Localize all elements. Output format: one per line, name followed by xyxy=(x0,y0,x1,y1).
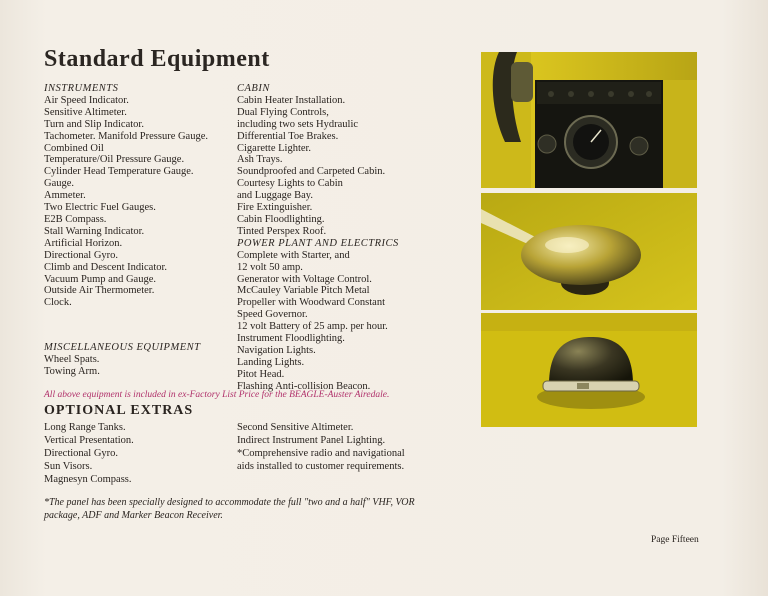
list-item: Cylinder Head Temperature Gauge. xyxy=(44,166,194,178)
list-item: including two sets Hydraulic xyxy=(237,118,359,130)
lighter-photo xyxy=(481,193,697,310)
dome-light-photo xyxy=(481,313,697,427)
list-item: Ammeter. xyxy=(44,190,86,202)
list-item: Gauge. xyxy=(44,178,75,190)
list-item: and Luggage Bay. xyxy=(237,190,314,202)
list-item: aids installed to customer requirements. xyxy=(237,461,405,472)
list-item: 12 volt Battery of 25 amp. per hour. xyxy=(237,321,388,333)
list-item: Clock. xyxy=(44,297,72,309)
optional-extras-left xyxy=(44,421,134,486)
footnote: *The panel has been specially designed to accommodate the full "two and a half" VHF, VOR package, ADF and Marker Beacon Receiver. xyxy=(44,497,415,521)
list-item: Temperature/Oil Pressure Gauge. xyxy=(44,154,185,166)
list-item: Turn and Slip Indicator. xyxy=(44,118,144,130)
list-item: Cigarette Lighter. xyxy=(237,142,312,154)
list-item: Vacuum Pump and Gauge. xyxy=(44,273,156,285)
list-item: Dual Flying Controls, xyxy=(237,106,329,118)
list-item: Soundproofed and Carpeted Cabin. xyxy=(237,166,386,178)
list-item: Long Range Tanks. xyxy=(44,422,126,433)
list-item: Cabin Heater Installation. xyxy=(237,94,346,106)
instruments-heading: INSTRUMENTS xyxy=(44,83,119,94)
list-item: Landing Lights. xyxy=(237,356,305,368)
list-item: Towing Arm. xyxy=(44,366,100,377)
list-item: *Comprehensive radio and navigational xyxy=(237,448,405,459)
page-number: Page Fifteen xyxy=(651,535,699,545)
instrument-panel-photo xyxy=(481,52,697,188)
list-item: Courtesy Lights to Cabin xyxy=(237,178,343,190)
list-item: Vertical Presentation. xyxy=(44,435,134,446)
list-item: 12 volt 50 amp. xyxy=(237,261,303,273)
list-item: Sun Visors. xyxy=(44,461,93,472)
list-item: Artificial Horizon. xyxy=(44,237,123,249)
list-item: E2B Compass. xyxy=(44,213,107,225)
list-item: Air Speed Indicator. xyxy=(44,94,129,106)
optional-extras-right xyxy=(237,421,405,473)
list-item: Pitot Head. xyxy=(237,368,285,380)
list-item: Climb and Descent Indicator. xyxy=(44,261,168,273)
list-item: Combined Oil xyxy=(44,142,104,154)
list-item: Navigation Lights. xyxy=(237,344,316,356)
lighter-illustration xyxy=(481,193,697,310)
list-item: Magnesyn Compass. xyxy=(44,474,132,485)
page-title: Standard Equipment xyxy=(44,46,270,72)
list-item: Sensitive Altimeter. xyxy=(44,106,127,118)
instruments-section xyxy=(44,83,208,309)
list-item: Second Sensitive Altimeter. xyxy=(237,422,354,433)
list-item: Speed Governor. xyxy=(237,309,308,321)
dome-light-illustration xyxy=(481,313,697,427)
list-item: Two Electric Fuel Gauges. xyxy=(44,202,156,214)
list-item: Indirect Instrument Panel Lighting. xyxy=(237,435,386,446)
cabin-heading: CABIN xyxy=(237,83,270,94)
list-item: Flashing Anti-collision Beacon. xyxy=(237,380,371,392)
power-plant-heading: POWER PLANT AND ELECTRICS xyxy=(237,237,399,249)
list-item: Directional Gyro. xyxy=(44,249,119,261)
list-item: Directional Gyro. xyxy=(44,448,119,459)
list-item: Stall Warning Indicator. xyxy=(44,225,145,237)
miscellaneous-heading: MISCELLANEOUS EQUIPMENT xyxy=(44,342,201,353)
list-item: Outside Air Thermometer. xyxy=(44,285,155,297)
price-note: All above equipment is included in ex-Factory List Price for the BEAGLE-Auster Airedale. xyxy=(44,390,390,400)
list-item: Differential Toe Brakes. xyxy=(237,130,339,142)
list-item: Fire Extinguisher. xyxy=(237,202,313,214)
list-item: Propeller with Woodward Constant xyxy=(237,297,385,309)
list-item: Instrument Floodlighting. xyxy=(237,333,345,345)
cabin-and-power-section xyxy=(237,83,399,393)
list-item: Ash Trays. xyxy=(237,154,283,166)
miscellaneous-section xyxy=(44,342,200,378)
list-item: McCauley Variable Pitch Metal xyxy=(237,285,370,297)
list-item: Generator with Voltage Control. xyxy=(237,273,372,285)
instrument-panel-illustration xyxy=(481,52,697,188)
optional-extras-heading: OPTIONAL EXTRAS xyxy=(44,403,194,418)
list-item: Complete with Starter, and xyxy=(237,249,350,261)
list-item: Tachometer. Manifold Pressure Gauge. xyxy=(44,130,209,142)
list-item: Tinted Perspex Roof. xyxy=(237,225,327,237)
list-item: Cabin Floodlighting. xyxy=(237,213,325,225)
list-item: Wheel Spats. xyxy=(44,354,100,365)
